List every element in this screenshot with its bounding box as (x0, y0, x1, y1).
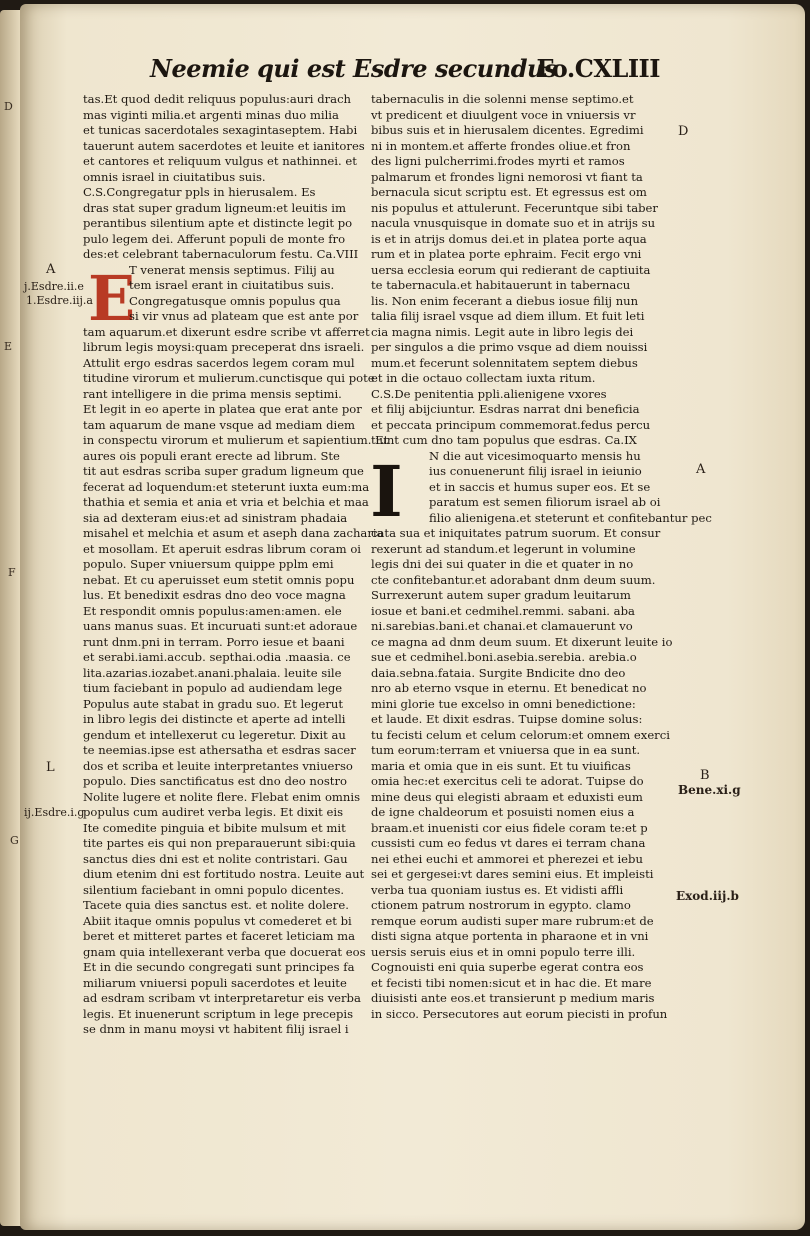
text-line: perantibus silentium apte et distincte legit po (83, 216, 353, 230)
text-line: titudine virorum et mulierum.cunctisque qui pote (83, 371, 375, 385)
text-line: Surrexerunt autem super gradum leuitarum (371, 588, 631, 602)
text-line: fecerat ad loquendum:et steterunt iuxta eum:ma (83, 479, 370, 494)
text-line: tabernaculis in die solenni mense septimo.et (371, 92, 634, 106)
text-line: des ligni pulcherrimi.frodes myrti et ramos (371, 154, 625, 168)
text-line: cte confitebantur.et adorabant dnm deum suum. (371, 572, 656, 587)
text-line: ce magna ad dnm deum suum. Et dixerunt leuite io (371, 634, 673, 649)
text-line: Et respondit omnis populus:amen:amen. ele (83, 603, 342, 618)
text-line: dium etenim dni est fortitudo nostra. Leuite aut (83, 867, 365, 881)
text-line: cussisti cum eo fedus vt dares ei terram chana (371, 836, 646, 850)
text-line: se dnm in manu moysi vt habitent filij israel i (83, 1022, 349, 1036)
text-line: pulo legem dei. Afferunt populi de monte fro (83, 231, 346, 246)
margin-letter: D (678, 124, 689, 139)
text-line: verba tua quoniam iustus es. Et vidisti affli (371, 882, 624, 897)
margin-note: 1.Esdre.iij.a (26, 294, 93, 307)
text-line: Nolite lugere et nolite flere. Flebat enim omnis (83, 789, 361, 804)
text-line: nis populus et attulerunt. Feceruntque sibi taber (371, 200, 658, 215)
text-line: ni in montem.et afferte frondes oliue.et fron (371, 138, 631, 153)
text-line: tium faciebant in populo ad audiendam lege (83, 681, 343, 695)
text-line: is et in atrijs domus dei.et in platea porte aqua (371, 231, 647, 246)
text-line: nro ab eterno vsque in eternu. Et benedicat no (371, 681, 647, 695)
text-line: te neemias.ipse est athersatha et esdras sacer (83, 743, 356, 757)
text-line: Ite comedite pinguia et bibite mulsum et mit (83, 820, 346, 835)
text-line: Abiit itaque omnis populus vt comederet et bi (83, 913, 352, 928)
text-line: populo. Dies sanctificatus est dno deo nostro (83, 774, 347, 788)
text-line: bibus suis et in hierusalem dicentes. Egredimi (371, 123, 644, 137)
text-line: ni.sarebias.bani.et chanai.et clamauerunt vo (371, 619, 633, 633)
text-line: talia filij israel vsque ad diem illum. Et fuit leti (371, 309, 645, 323)
text-line: disti signa atque portenta in pharaone et in vni (371, 929, 649, 943)
text-line: mine deus qui elegisti abraam et eduxisti eum (371, 789, 643, 804)
text-line: N die aut vicesimoquarto mensis hu (429, 448, 641, 463)
text-line: sanctus dies dni est et nolite contristari. Gau (83, 851, 348, 866)
text-line: librum legis moysi:quam preceperat dns israeli. (83, 340, 365, 354)
text-line: lus. Et benedixit esdras dno deo voce magna (83, 588, 346, 602)
gutter-mark: D (4, 100, 13, 113)
text-line: de igne chaldeorum et posuisti nomen eius a (371, 805, 635, 819)
text-line: mum.et fecerunt solennitatem septem diebus (371, 355, 638, 370)
text-line: thathia et semia et ania et vria et belchia et maa (83, 495, 369, 509)
text-line: beret et mitteret partes et faceret leticiam ma (83, 929, 356, 943)
text-line: et mosollam. Et aperuit esdras librum coram oi (83, 541, 362, 556)
text-line: gendum et intellexerut cu legeretur. Dixit au (83, 727, 346, 742)
margin-letter: A (696, 462, 706, 477)
text-line: bernacula sicut scriptu est. Et egressus est om (371, 185, 647, 199)
text-line: uersis seruis eius et in omni populo terre illi. (371, 944, 636, 959)
text-line: nacula vnusquisque in domate suo et in atrijs su (371, 216, 656, 230)
text-line: cia magna nimis. Legit aute in libro legis dei (371, 324, 634, 339)
text-line: in libro legis dei distincte et aperte ad intelli (83, 712, 346, 726)
text-line: in sicco. Persecutores aut eorum piecisti in profun (371, 1006, 668, 1021)
running-header (150, 50, 660, 90)
drop-capital-black: I (370, 450, 403, 533)
text-line: legis. Et inuenerunt scriptum in lege precepis (83, 1006, 354, 1021)
text-line: et cantores et reliquum vulgus et nathinnei. et (83, 154, 357, 168)
text-line: et peccata principum commemorat.fedus percu (371, 417, 651, 432)
text-line: omnis israel in ciuitatibus suis. (83, 169, 266, 184)
text-line: te tabernacula.et habitauerunt in tabernacu (371, 278, 631, 292)
gutter-mark: G (10, 834, 19, 847)
text-line: tite partes eis qui non preparauerunt sibi:quia (83, 836, 356, 850)
text-line: cata sua et iniquitates patrum suorum. Et consur (371, 526, 661, 540)
text-line: misahel et melchia et asum et aseph dana zacharia (83, 526, 384, 540)
text-line: dras stat super gradum ligneum:et leuitis im (83, 200, 346, 215)
text-line: iosue et bani.et cedmihel.remmi. sabani. aba (371, 603, 635, 618)
text-line: mini glorie tue excelso in omni benedictione: (371, 696, 636, 711)
margin-note: j.Esdre.ii.e (24, 280, 84, 293)
text-line: sia ad dexteram eius:et ad sinistram phadaia (83, 510, 348, 525)
text-line: palmarum et frondes ligni nemorosi vt fiant ta (371, 169, 643, 184)
text-line: uans manus suas. Et incuruati sunt:et adoraue (83, 619, 358, 633)
text-line: mas viginti milia.et argenti minas duo milia (83, 107, 339, 122)
text-line: sei et gergesei:vt dares semini eius. Et impleisti (371, 867, 654, 881)
text-line: populus cum audiret verba legis. Et dixit eis (83, 805, 344, 819)
text-line: tu fecisti celum et celum celorum:et omnem exerci (371, 727, 670, 742)
gutter-mark: F (8, 566, 16, 579)
text-line: tiunt cum dno tam populus que esdras. Ca.IX (371, 433, 637, 447)
text-line: rant intelligere in die prima mensis septimi. (83, 386, 342, 401)
text-line: tum eorum:terram et vniuersa que in ea sunt. (371, 743, 641, 757)
margin-letter: A (46, 262, 56, 277)
text-line: si vir vnus ad plateam que est ante por (129, 309, 359, 323)
text-line: lita.azarias.iozabet.anani.phalaia. leuite sile (83, 665, 342, 680)
text-line: tam aquarum.et dixerunt esdre scribe vt afferret (83, 324, 370, 339)
text-line: ad esdram scribam vt interpretaretur eis verba (83, 991, 361, 1005)
drop-capital-red: E (88, 262, 136, 335)
text-line: et laude. Et dixit esdras. Tuipse domine solus: (371, 712, 643, 726)
text-line: C.S.De penitentia ppli.alienigene vxores (371, 386, 607, 401)
text-line: diuisisti ante eos.et transierunt p medium maris (371, 991, 655, 1005)
text-line: sue et cedmihel.boni.asebia.serebia. arebia.o (371, 650, 637, 664)
text-line: tam aquarum de mane vsque ad mediam diem (83, 417, 356, 432)
text-line: in conspectu virorum et mulierum et sapientium. Et (83, 433, 389, 447)
margin-letter: L (46, 760, 55, 775)
text-line: uersa ecclesia eorum qui redierant de captiuita (371, 262, 651, 277)
text-line: Populus aute stabat in gradu suo. Et legerut (83, 696, 343, 711)
text-line: per singulos a die primo vsque ad diem nouissi (371, 340, 648, 354)
margin-note: Bene.xi.g (678, 783, 741, 797)
text-line: ius conuenerunt filij israel in ieiunio (429, 464, 642, 478)
text-line: nebat. Et cu aperuisset eum stetit omnis popu (83, 572, 355, 587)
text-line: Et in die secundo congregati sunt principes fa (83, 960, 355, 974)
text-line: lis. Non enim fecerant a diebus iosue filij nun (371, 293, 639, 308)
text-line: tas.Et quod dedit reliquus populus:auri drach (83, 92, 352, 106)
text-line: Cognouisti eni quia superbe egerat contra eos (371, 960, 644, 974)
text-line: dos et scriba et leuite interpretantes vniuerso (83, 758, 353, 773)
text-line: rum et in platea porte ephraim. Fecit ergo vni (371, 247, 642, 261)
text-line: et in saccis et humus super eos. Et se (429, 479, 651, 494)
text-line: tem israel erant in ciuitatibus suis. (129, 278, 335, 292)
text-line: populo. Super vniuersum quippe pplm emi (83, 557, 334, 571)
text-line: ctionem patrum nostrorum in egypto. clamo (371, 898, 631, 912)
text-line: tit aut esdras scriba super gradum ligneum que (83, 464, 364, 478)
text-line: Et legit in eo aperte in platea que erat ante por (83, 402, 362, 416)
text-line: braam.et inuenisti cor eius fidele coram te:et p (371, 820, 648, 835)
margin-note: Exod.iij.b (676, 889, 739, 903)
text-line: et fecisti tibi nomen:sicut et in hac die. Et mare (371, 975, 652, 990)
margin-note: ij.Esdre.i.g (24, 806, 85, 819)
text-line: aures ois populi erant erecte ad librum. Ste (83, 448, 340, 463)
folio-number: Fo.CXLIII (536, 54, 660, 83)
text-line: miliarum vniuersi populi sacerdotes et leuite (83, 975, 347, 990)
text-column-left (83, 92, 389, 1038)
text-line: silentium faciebant in omni populo dicentes. (83, 882, 345, 897)
text-line: runt dnm.pni in terram. Porro iesue et baani (83, 634, 345, 649)
text-line: remque eorum audisti super mare rubrum:et de (371, 913, 654, 928)
gutter-mark: E (4, 340, 13, 353)
text-line: gnam quia intellexerant verba que docuerat eos (83, 944, 366, 959)
text-line: et serabi.iami.accub. septhai.odia .maasia. ce (83, 650, 351, 664)
text-line: et in die octauo collectam iuxta ritum. (371, 371, 596, 385)
text-line: rexerunt ad standum.et legerunt in volumine (371, 541, 636, 556)
margin-letter: B (700, 768, 710, 783)
running-title: Neemie qui est Esdre secundus (150, 54, 557, 83)
text-line: nei ethei euchi et ammorei et pherezei et iebu (371, 851, 643, 866)
text-line: des:et celebrant tabernaculorum festu. Ca.VIII (83, 247, 359, 261)
text-line: Attulit ergo esdras sacerdos legem coram mul (83, 355, 355, 370)
text-line: Tacete quia dies sanctus est. et nolite dolere. (83, 898, 349, 912)
text-line: omia hec:et exercitus celi te adorat. Tuipse do (371, 774, 644, 788)
text-line: legis dni dei sui quater in die et quater in no (371, 557, 634, 571)
text-line: et filij abijciuntur. Esdras narrat dni beneficia (371, 402, 640, 416)
text-line: Congregatusque omnis populus qua (129, 293, 341, 308)
text-line: T venerat mensis septimus. Filij au (129, 262, 335, 277)
text-line: C.S.Congregatur ppls in hierusalem. Es (83, 185, 316, 199)
text-line: filio alienigena.et steterunt et confitebantur pec (429, 510, 712, 525)
text-line: et tunicas sacerdotales sexagintaseptem. Habi (83, 123, 358, 137)
text-line: paratum est semen filiorum israel ab oi (429, 495, 661, 509)
text-line: vt predicent et diuulgent voce in vniuersis vr (371, 107, 636, 122)
text-line: daia.sebna.fataia. Surgite Bndicite dno deo (371, 665, 626, 680)
text-line: maria et omia que in eis sunt. Et tu viuificas (371, 758, 631, 773)
text-line: tauerunt autem sacerdotes et leuite et ianitores (83, 138, 365, 153)
